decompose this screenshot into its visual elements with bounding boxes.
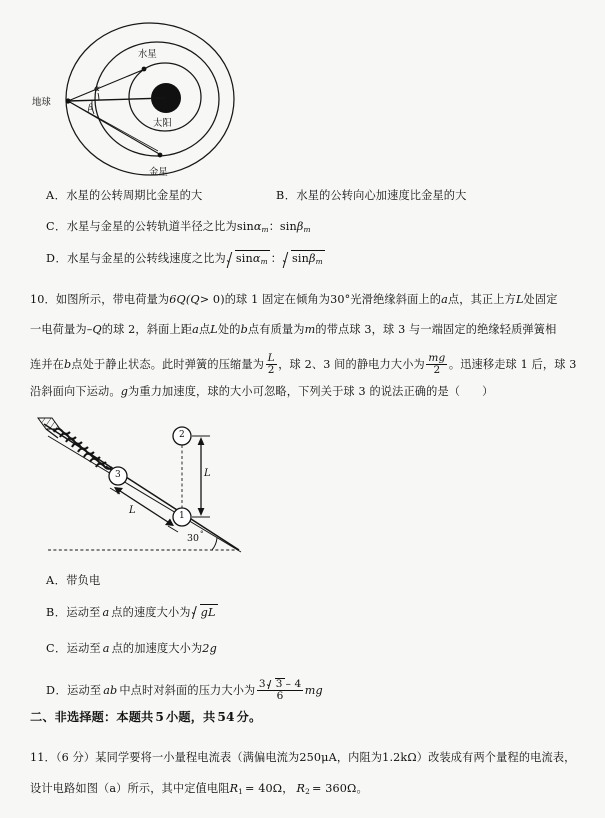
q10-charge-neg-q: –Q <box>86 323 102 336</box>
q10-option-b-radicand: gL <box>200 606 216 619</box>
q10-number: 10． <box>30 293 56 306</box>
vertical-dim-arrow-down <box>198 508 205 516</box>
q9-option-c-sin-1: sin <box>236 220 254 233</box>
q9-option-c <box>46 219 311 237</box>
q10-line4-c: ） <box>482 385 494 398</box>
q10-line1-d: 点，其正上方 <box>447 293 516 306</box>
q10-option-b-text2: 点的速度大小为 <box>111 606 191 619</box>
incline-angle-label: 30 <box>187 533 199 544</box>
q10-line3-c: ，球 2、3 间的静电力大小为 <box>278 357 425 371</box>
q10-option-d-denominator: 6 <box>257 690 303 702</box>
q11-r1-subscript: 1 <box>238 787 243 797</box>
q9-option-d-beta: β <box>308 252 316 265</box>
q10-option-c-text: 运动至 <box>66 642 101 655</box>
q10-length-L-1: L <box>515 293 524 306</box>
q11-r1-symbol: R <box>229 782 239 795</box>
q9-option-c-text: 水星与金星的公转轨道半径之比为 <box>66 220 237 233</box>
q11-stem-line-1 <box>30 750 576 765</box>
q10-option-c-label: C． <box>46 642 67 655</box>
q9-option-c-alpha-sub: m <box>261 225 269 235</box>
q10-option-c-point: a <box>102 642 110 655</box>
solar-system-svg <box>32 12 282 182</box>
q10-line2-b: 的球 2，斜面上距 <box>101 323 193 336</box>
incline-length-L-label: L <box>129 505 136 516</box>
section-2-heading-b: 本题共 <box>116 710 154 724</box>
q11-line1-b: ，内阻为 <box>336 751 383 764</box>
q10-line3-b: 点处于静止状态。此时弹簧的压缩量为 <box>71 357 265 371</box>
q9-option-a-text: 水星的公转周期比金星的大 <box>66 189 203 202</box>
q9-option-d-label: D． <box>46 252 68 265</box>
q10-line2-f: 的带点球 3，球 3 与一端固定的绝缘轻质弹簧相 <box>315 323 557 336</box>
q11-line2-a: 设计电路如图（a）所示，其中定值电阻 <box>30 782 230 795</box>
q11-r1-value: = 40Ω <box>245 782 283 795</box>
q9-option-c-label: C． <box>46 220 67 233</box>
q10-option-a-text: 带负电 <box>66 574 101 587</box>
q9-option-c-colon: ： <box>268 220 280 233</box>
q10-line2-e: 点有质量为 <box>247 323 305 336</box>
vertical-length-L-label: L <box>204 468 211 479</box>
q10-line2-d: 处的 <box>217 323 241 336</box>
q11-full-scale-current: 250μA <box>299 751 337 764</box>
q10-option-b-point: a <box>102 606 110 619</box>
venus-label: 金星 <box>149 167 168 178</box>
q10-option-a <box>46 573 100 588</box>
q11-internal-resistance: 1.2kΩ <box>382 751 417 764</box>
q10-line3-d: 。迅速移走球 1 后，球 3 <box>448 357 577 371</box>
q9-option-c-beta: β <box>296 220 304 233</box>
q10-option-d-numerator <box>257 678 303 690</box>
ball-2-label: 2 <box>179 430 185 440</box>
q10-charge-6q: 6Q(Q <box>169 293 200 306</box>
q9-option-d-alpha: α <box>252 252 261 265</box>
q10-option-b-label: B． <box>46 606 67 619</box>
alpha-angle-arc <box>98 93 99 100</box>
q10-option-b <box>46 604 219 620</box>
q11-points: （6 分） <box>55 751 96 764</box>
q10-option-b-text: 运动至 <box>66 606 101 619</box>
section-2-heading-a: 二、非选择题： <box>30 710 117 724</box>
q9-option-d-sin-2: sin <box>291 252 309 265</box>
q9-option-b <box>276 188 467 203</box>
q11-line2-end: 。 <box>356 782 368 795</box>
q10-compression-fraction <box>266 353 277 377</box>
q10-option-c <box>46 641 217 656</box>
incline-dim-lower-tick <box>168 526 178 532</box>
q10-option-d-text: 运动至 <box>67 683 102 697</box>
q10-point-a-1: a <box>441 293 448 306</box>
section-2-heading-d: 分。 <box>236 710 262 724</box>
q9-option-d-colon: ： <box>270 252 282 265</box>
solar-system-orbit-diagram <box>32 12 282 182</box>
q11-line1-a: 某同学要将一小量程电流表（满偏电流为 <box>95 751 300 764</box>
q10-line2-a: 一电荷量为 <box>30 323 87 336</box>
q10-gravity-g: g <box>120 385 129 398</box>
q9-option-d-sqrt-alpha <box>227 250 270 269</box>
q10-gt-zero: > 0) <box>199 293 225 306</box>
incline-dim-arrow-down <box>165 519 174 527</box>
q10-line2-c: 点 <box>198 323 211 336</box>
q10-force-num: mg <box>428 352 446 364</box>
q9-option-b-text: 水星的公转向心加速度比金星的大 <box>296 189 467 202</box>
q11-number: 11． <box>30 751 56 764</box>
ball-1-label: 1 <box>179 511 185 521</box>
incline-angle-arc <box>212 538 217 550</box>
q10-option-c-text2: 点的加速度大小为 <box>111 642 203 655</box>
q10-option-d-num-coeff: 3 <box>258 678 266 690</box>
q10-option-d-num-sqrt <box>267 678 285 690</box>
q10-line4-a: 沿斜面向下运动。 <box>30 385 121 398</box>
q11-line1-c: ）改装成有两个量程的电流表， <box>416 751 576 764</box>
section-2-heading <box>30 710 261 725</box>
q10-force-fraction <box>426 353 447 377</box>
q10-line1-e: 处固定 <box>523 293 558 306</box>
q10-line4-b: 为重力加速度，球的大小可忽略，下列关于球 3 的说法正确的是（ <box>128 385 461 398</box>
q10-angle-30: 30° <box>330 293 351 306</box>
q10-stem-line-2 <box>30 322 556 337</box>
q10-option-d <box>46 678 323 703</box>
q11-line2-comma: ， <box>282 782 294 795</box>
ball-3-label: 3 <box>115 470 121 480</box>
q10-line1-b: 的球 1 固定在倾角为 <box>224 293 331 306</box>
q9-option-d-text: 水星与金星的公转线速度之比为 <box>67 252 226 265</box>
incline-surface-line <box>44 424 239 550</box>
q9-option-d-beta-sub: m <box>315 257 323 267</box>
q9-option-b-label: B． <box>276 189 297 202</box>
q10-stem-line-1 <box>30 292 558 307</box>
q9-option-c-alpha: α <box>253 220 262 233</box>
q10-option-a-label: A． <box>46 574 67 587</box>
q10-line1-c: 光滑绝缘斜面上的 <box>350 293 442 306</box>
spring-coil <box>54 429 112 469</box>
q9-option-d-sqrt-beta <box>283 250 325 269</box>
q10-line1-a: 如图所示，带电荷量为 <box>55 293 170 306</box>
q10-point-b-2: b <box>64 357 72 371</box>
q11-stem-line-2 <box>30 781 368 799</box>
q10-stem-line-3 <box>30 353 577 377</box>
incline-angle-degree-mark: ° <box>200 530 204 538</box>
q10-point-a-2: a <box>192 323 199 336</box>
section-2-heading-c: 小题，共 <box>166 710 216 724</box>
q10-option-b-sqrt <box>192 604 218 620</box>
q10-option-c-math: 2g <box>202 642 217 655</box>
q11-r2-subscript: 2 <box>305 787 310 797</box>
section-2-total-points: 54 <box>217 710 235 724</box>
inclined-plane-svg <box>34 416 324 576</box>
earth-label: 地球 <box>32 97 51 108</box>
q9-option-a <box>46 188 202 203</box>
q10-line3-a: 连并在 <box>30 357 65 371</box>
q9-option-d-alpha-sub: m <box>260 257 268 267</box>
q10-option-d-num-tail: – 4 <box>285 678 302 690</box>
q9-option-a-label: A． <box>46 189 67 202</box>
sun-label: 太阳 <box>153 118 172 129</box>
q10-option-d-point: ab <box>103 683 118 697</box>
q10-stem-line-4 <box>30 384 494 399</box>
vertical-dim-arrow-up <box>198 437 205 445</box>
inclined-plane-spring-diagram <box>34 416 324 576</box>
q10-option-d-label: D． <box>46 683 68 697</box>
q10-option-d-text2: 中点时对斜面的压力大小为 <box>119 683 256 697</box>
q10-compression-den: 2 <box>266 364 277 376</box>
beta-angle-label: β <box>88 103 93 113</box>
q10-force-den: 2 <box>426 364 447 376</box>
q10-option-d-fraction <box>257 678 303 703</box>
q10-compression-num: L <box>267 352 275 364</box>
section-2-question-count: 5 <box>155 710 165 724</box>
q10-option-d-frac-tail: mg <box>304 683 323 697</box>
q11-r2-symbol: R <box>296 782 306 795</box>
q9-option-c-beta-sub: m <box>303 225 311 235</box>
mercury-label: 水星 <box>138 49 157 60</box>
alpha-angle-label: α <box>94 84 100 94</box>
q10-point-b-1: b <box>240 323 248 336</box>
earth-mercury-sight-line <box>68 69 145 101</box>
q9-option-c-sin-2: sin <box>279 220 297 233</box>
q10-length-L-2: L <box>210 323 218 336</box>
q9-option-d-sin-1: sin <box>235 252 253 265</box>
incline-lower-edge <box>48 436 241 552</box>
q10-option-d-num-radicand: 3 <box>275 678 283 690</box>
q11-r2-value: = 360Ω <box>311 782 357 795</box>
q10-mass-m: m <box>304 323 316 336</box>
q9-option-d <box>46 250 326 269</box>
